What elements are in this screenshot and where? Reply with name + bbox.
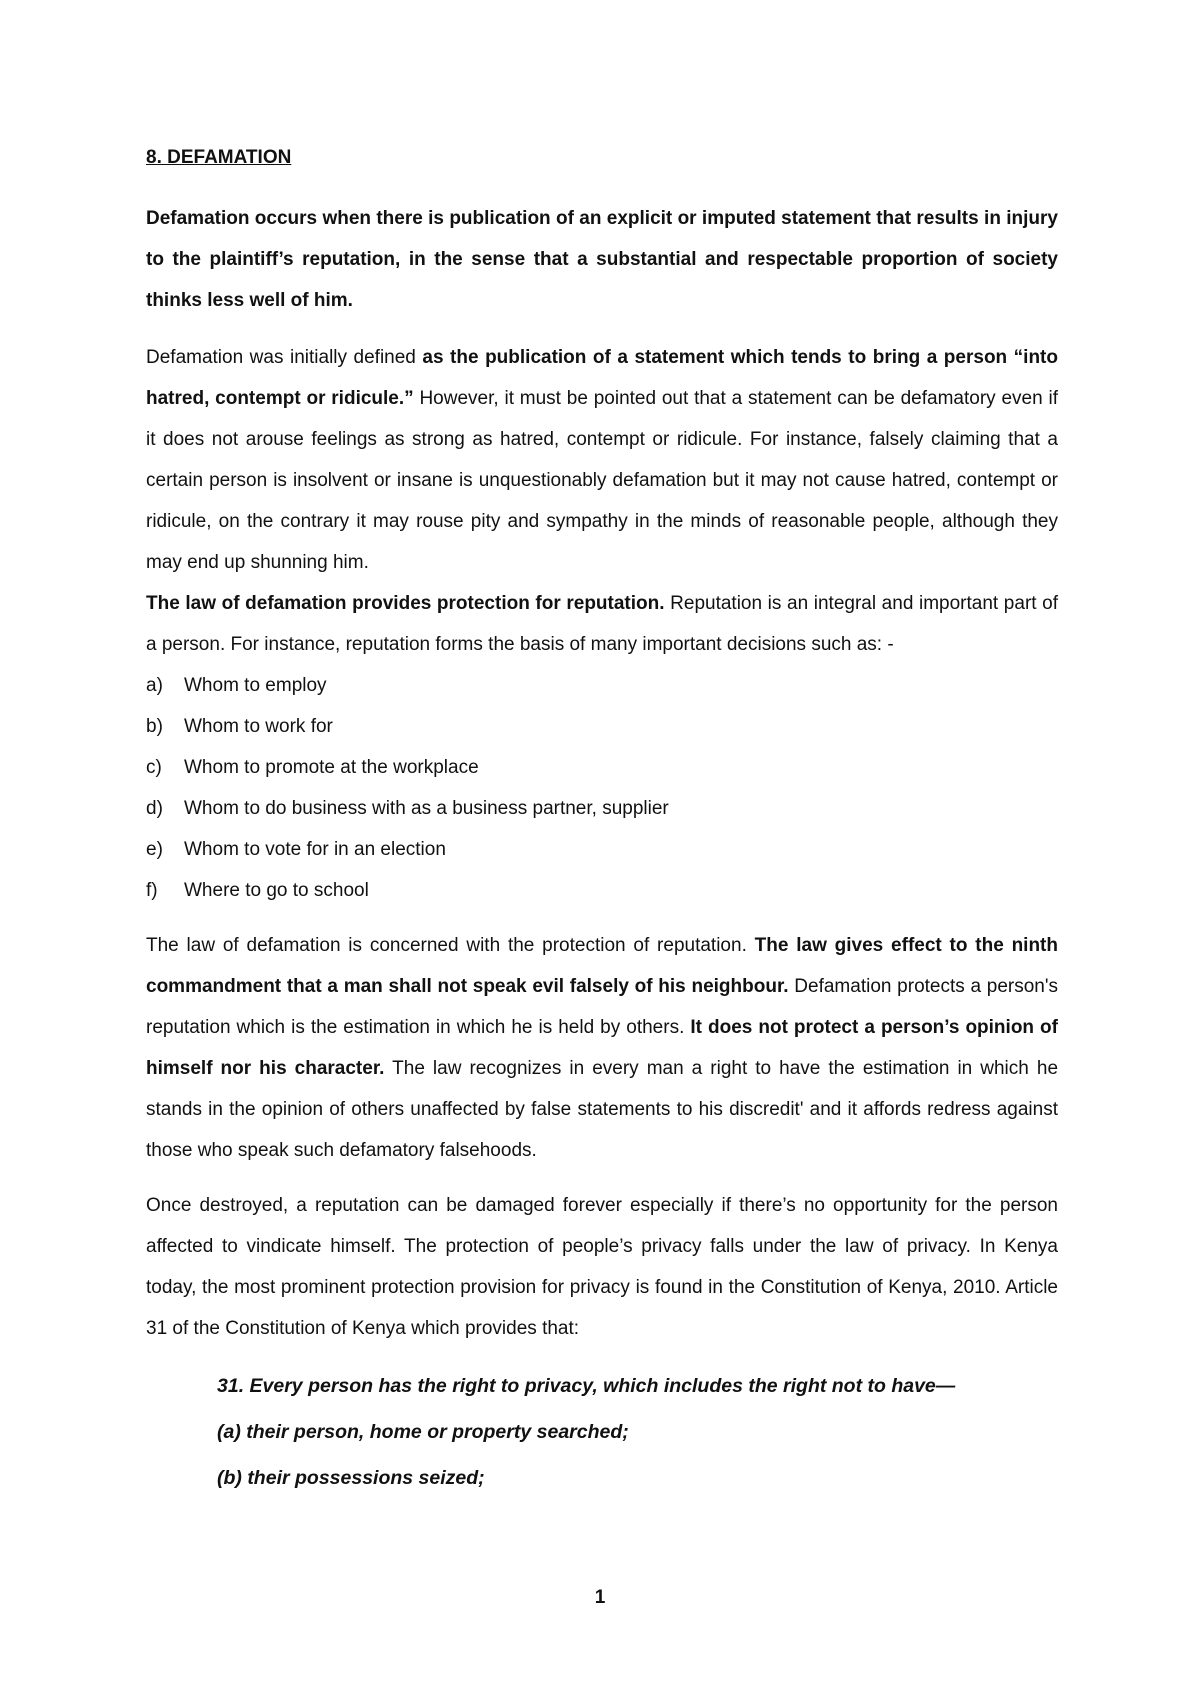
list-marker: e) — [146, 839, 163, 860]
constitution-quote — [146, 1363, 1058, 1501]
paragraph-text: The law recognizes in every man a right to have the estimation in which he stands in the opinion of others unaffected by false statements to his discredit' and it affords redress against those who speak such defamatory falsehoods. — [146, 1058, 1059, 1161]
list-item-text: Whom to employ — [184, 675, 327, 696]
list-marker: a) — [146, 675, 163, 696]
list-item — [146, 870, 1058, 911]
intro-paragraph: Defamation occurs when there is publication of an explicit or imputed statement that results in injury to the plaintiff’s reputation, in the sense that a substantial and respectable proportion of society thinks less well of him. — [146, 208, 1058, 311]
paragraph-text: Defamation was initially defined — [146, 347, 423, 368]
paragraph-bold-text: The law gives effect to the ninth commandment that a man shall not speak evil falsely of his neighbour. — [146, 935, 1058, 997]
list-item-text: Whom to do business with as a business partner, supplier — [184, 798, 669, 819]
paragraph-commandment — [146, 925, 1058, 1171]
list-item — [146, 747, 1058, 788]
paragraph-text: Defamation protects a person's reputation which is the estimation in which he is held by others. — [146, 976, 1058, 1038]
paragraph-text: The law of defamation is concerned with the protection of reputation. — [146, 935, 755, 956]
section-heading: 8. DEFAMATION — [146, 147, 292, 168]
list-marker: d) — [146, 798, 163, 819]
quote-line: (a) their person, home or property searched; — [217, 1421, 629, 1443]
quote-line: 31. Every person has the right to privacy, which includes the right not to have— — [217, 1375, 956, 1397]
list-item-text: Whom to work for — [184, 716, 333, 737]
paragraph-bold-text: The law of defamation provides protection for reputation. — [146, 593, 665, 614]
list-item-text: Whom to vote for in an election — [184, 839, 446, 860]
list-item-text: Whom to promote at the workplace — [184, 757, 479, 778]
list-marker: f) — [146, 880, 158, 901]
list-item — [146, 706, 1058, 747]
list-item-text: Where to go to school — [184, 880, 369, 901]
quote-line: (b) their possessions seized; — [217, 1467, 485, 1489]
document-body — [146, 146, 1058, 1501]
paragraph-text: Reputation is an integral and important part of a person. For instance, reputation forms the basis of many important decisions such as: - — [146, 593, 1059, 655]
paragraph-reputation — [146, 583, 1058, 665]
page-number: 1 — [594, 1587, 606, 1608]
list-item — [146, 788, 1058, 829]
paragraph-privacy: Once destroyed, a reputation can be damaged forever especially if there’s no opportunity for the person affected to vindicate himself. The protection of people’s privacy falls under the law of privacy. In Kenya today, the most prominent protection provision for privacy is found in the Constitution of Kenya, 2010. Article 31 of the Constitution of Kenya which provides that: — [146, 1195, 1058, 1339]
list-marker: c) — [146, 757, 162, 778]
list-item — [146, 665, 1058, 706]
paragraph-definition — [146, 337, 1058, 583]
decisions-list — [146, 665, 1058, 911]
list-item — [146, 829, 1058, 870]
paragraph-text: However, it must be pointed out that a statement can be defamatory even if it does not arouse feelings as strong as hatred, contempt or ridicule. For instance, falsely claiming that a certain person is insolvent or insane is unquestionably defamation but it may not cause hatred, contempt or ridicule, on the contrary it may rouse pity and sympathy in the minds of reasonable people, although they may end up shunning him. — [146, 388, 1058, 573]
list-marker: b) — [146, 716, 163, 737]
paragraph-bold-text: It does not protect a person’s opinion of himself nor his character. — [146, 1017, 1058, 1079]
paragraph-bold-text: as the publication of a statement which tends to bring a person “into hatred, contempt or ridicule.” — [146, 347, 1058, 409]
